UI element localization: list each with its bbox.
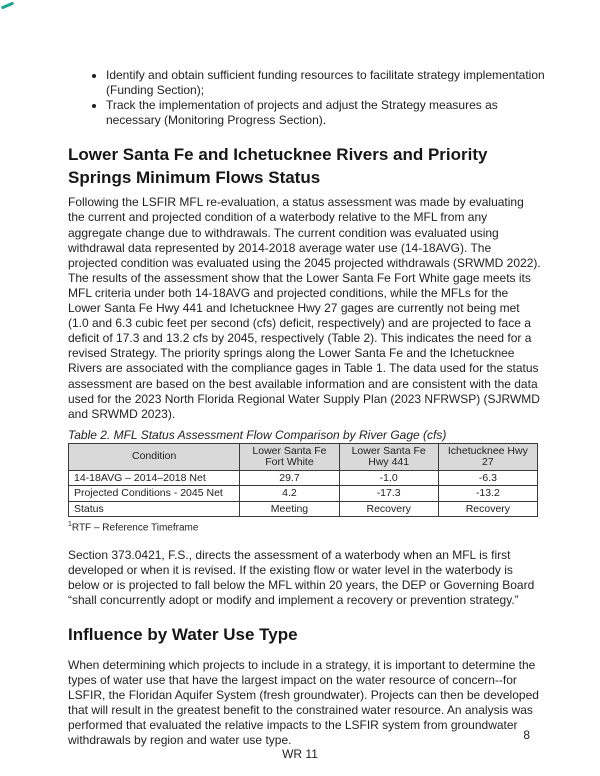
- cell-value: 29.7: [240, 470, 339, 486]
- paragraph-influence: When determining which projects to include in a strategy, it is important to determine the types of water use that have the largest impact on the water resource of concern--for LSFIR, the Floridan Aquifer System (fresh groundwater). Projects can then be developed that will result in the greatest benefit to the constrained water resource. An analysis was performed that evaluated the relative impacts to the LSFIR system from groundwater withdrawals by region and water use type.: [68, 657, 539, 748]
- table-row: [69, 470, 538, 486]
- col-header-condition: Condition: [69, 443, 240, 470]
- cell-value: -1.0: [339, 470, 438, 486]
- mfl-status-table: [68, 443, 538, 518]
- bullet-item-funding: • Identify and obtain sufficient funding resources to facilitate strategy implementation (Funding Section);: [106, 68, 548, 98]
- table-row: [69, 486, 538, 502]
- page-number: 8: [523, 728, 530, 742]
- cell-value: 4.2: [240, 486, 339, 502]
- cell-value: -13.2: [438, 486, 537, 502]
- bullet-list: [68, 68, 548, 128]
- heading-mfl-status: Lower Santa Fe and Ichetucknee Rivers and Priority Springs Minimum Flows Status: [68, 145, 488, 188]
- cell-value: Meeting: [240, 501, 339, 517]
- cell-value: -17.3: [339, 486, 438, 502]
- cell-value: -6.3: [438, 470, 537, 486]
- bullet-item-monitoring: • Track the implementation of projects and adjust the Strategy measures as necessary (Monitoring Progress Section).: [106, 98, 548, 128]
- footnote-text: RTF – Reference Timeframe: [71, 522, 199, 534]
- cell-value: Recovery: [339, 501, 438, 517]
- corner-scan-mark: [1, 2, 14, 10]
- footnote-marker: 1: [68, 521, 72, 529]
- col-header-hwy-441: Lower Santa Fe Hwy 441: [339, 443, 438, 470]
- paragraph-statute: Section 373.0421, F.S., directs the assessment of a waterbody when an MFL is first developed or when it is revised. If the existing flow or water level in the waterbody is below or is projected to fall below the MFL within 20 years, the DEP or Governing Board “shall concurrently adopt or modify and implement a recovery or prevention strategy.”: [68, 547, 535, 607]
- heading-influence-water-use: Influence by Water Use Type: [68, 624, 298, 644]
- cell-condition: 14-18AVG – 2014–2018 Net: [69, 470, 240, 486]
- table-caption: Table 2. MFL Status Assessment Flow Comparison by River Gage (cfs): [68, 427, 447, 442]
- cell-condition: Projected Conditions - 2045 Net: [69, 486, 240, 502]
- table-row: [69, 501, 538, 517]
- col-header-fort-white: Lower Santa Fe Fort White: [240, 443, 339, 470]
- footer-doc-code: WR 11: [282, 747, 318, 761]
- table-footnote: [68, 519, 537, 534]
- cell-condition: Status: [69, 501, 240, 517]
- cell-value: Recovery: [438, 501, 537, 517]
- table-header-row: [69, 443, 538, 470]
- col-header-hwy-27: Ichetucknee Hwy 27: [438, 443, 537, 470]
- paragraph-status-assessment: Following the LSFIR MFL re-evaluation, a status assessment was made by evaluating the current and projected condition of a waterbody relative to the MFL from any aggregate change due to withdrawals. The current condition was evaluated using withdrawal data represented by 2014-2018 average water use (14-18AVG). The projected condition was evaluated using the 2045 projected withdrawals (SRWMD 2022). The results of the assessment show that the Lower Santa Fe Fort White gage meets its MFL criteria under both 14-18AVG and projected conditions, while the MFLs for the Lower Santa Fe Hwy 441 and Ichetucknee Hwy 27 gages are currently not being met (1.0 and 6.3 cubic feet per second (cfs) deficit, respectively) and are projected to face a deficit of 17.3 and 13.2 cfs by 2045, respectively (Table 2). This indicates the need for a revised Strategy. The priority springs along the Lower Santa Fe and the Ichetucknee Rivers are associated with the compliance gages in Table 1. The data used for the status assessment are based on the best available information and are consistent with the data used for the 2023 North Florida Regional Water Supply Plan (2023 NFRWSP) (SJRWMD and SRWMD 2023).: [68, 195, 541, 421]
